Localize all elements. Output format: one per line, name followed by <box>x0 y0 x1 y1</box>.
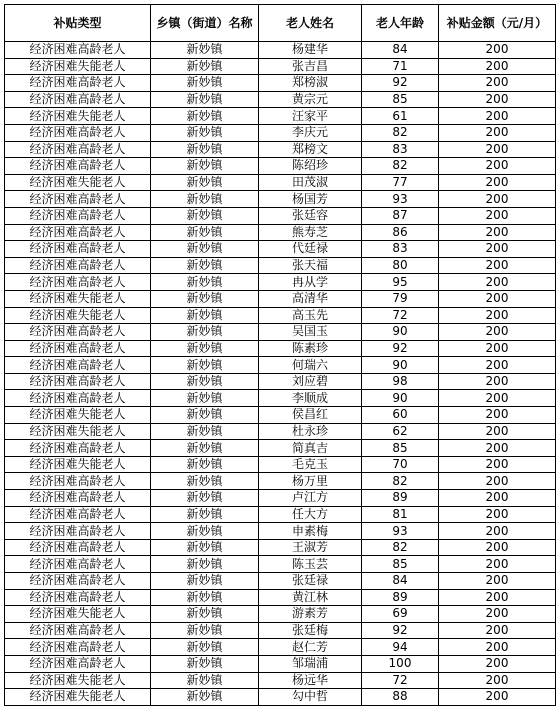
table-row <box>5 423 556 440</box>
subsidy-type-cell: 经济困难高龄老人 <box>5 257 151 274</box>
subsidy-type-cell: 经济困难高龄老人 <box>5 655 151 672</box>
subsidy-amount-cell: 200 <box>439 423 556 440</box>
subsidy-type-cell: 经济困难高龄老人 <box>5 141 151 158</box>
elder-age-cell: 82 <box>362 539 439 556</box>
subsidy-type-cell: 经济困难失能老人 <box>5 456 151 473</box>
elder-age-cell: 84 <box>362 573 439 590</box>
table-row <box>5 606 556 623</box>
elder-name-cell: 赵仁芳 <box>259 639 362 656</box>
elder-age-cell: 70 <box>362 456 439 473</box>
header-elder-name: 老人姓名 <box>259 5 362 42</box>
subsidy-type-cell: 经济困难失能老人 <box>5 108 151 125</box>
table-row <box>5 207 556 224</box>
township-cell: 新妙镇 <box>151 307 259 324</box>
township-cell: 新妙镇 <box>151 407 259 424</box>
elder-name-cell: 毛克玉 <box>259 456 362 473</box>
table-body <box>5 42 556 706</box>
subsidy-amount-cell: 200 <box>439 141 556 158</box>
elder-age-cell: 81 <box>362 506 439 523</box>
subsidy-amount-cell: 200 <box>439 274 556 291</box>
township-cell: 新妙镇 <box>151 42 259 59</box>
township-cell: 新妙镇 <box>151 257 259 274</box>
table-row <box>5 174 556 191</box>
township-cell: 新妙镇 <box>151 108 259 125</box>
subsidy-type-cell: 经济困难高龄老人 <box>5 639 151 656</box>
table-row <box>5 473 556 490</box>
subsidy-amount-cell: 200 <box>439 556 556 573</box>
elder-name-cell: 勾中哲 <box>259 689 362 706</box>
table-row <box>5 373 556 390</box>
table-row <box>5 274 556 291</box>
township-cell: 新妙镇 <box>151 523 259 540</box>
elder-age-cell: 62 <box>362 423 439 440</box>
subsidy-amount-cell: 200 <box>439 672 556 689</box>
table-row <box>5 158 556 175</box>
subsidy-type-cell: 经济困难高龄老人 <box>5 324 151 341</box>
township-cell: 新妙镇 <box>151 606 259 623</box>
subsidy-type-cell: 经济困难高龄老人 <box>5 523 151 540</box>
subsidy-amount-cell: 200 <box>439 241 556 258</box>
elder-age-cell: 89 <box>362 589 439 606</box>
elder-age-cell: 85 <box>362 440 439 457</box>
subsidy-amount-cell: 200 <box>439 307 556 324</box>
subsidy-type-cell: 经济困难高龄老人 <box>5 158 151 175</box>
subsidy-amount-cell: 200 <box>439 589 556 606</box>
elder-age-cell: 84 <box>362 42 439 59</box>
subsidy-amount-cell: 200 <box>439 523 556 540</box>
elder-age-cell: 100 <box>362 655 439 672</box>
elder-age-cell: 93 <box>362 191 439 208</box>
subsidy-amount-cell: 200 <box>439 622 556 639</box>
township-cell: 新妙镇 <box>151 672 259 689</box>
table-row <box>5 523 556 540</box>
table-row <box>5 639 556 656</box>
township-cell: 新妙镇 <box>151 423 259 440</box>
township-cell: 新妙镇 <box>151 75 259 92</box>
elder-name-cell: 何瑞六 <box>259 357 362 374</box>
elder-age-cell: 79 <box>362 290 439 307</box>
elder-age-cell: 85 <box>362 91 439 108</box>
table-row <box>5 42 556 59</box>
township-cell: 新妙镇 <box>151 589 259 606</box>
elder-age-cell: 61 <box>362 108 439 125</box>
subsidy-type-cell: 经济困难失能老人 <box>5 174 151 191</box>
township-cell: 新妙镇 <box>151 290 259 307</box>
elder-name-cell: 黄宗元 <box>259 91 362 108</box>
table-row <box>5 241 556 258</box>
township-cell: 新妙镇 <box>151 456 259 473</box>
subsidy-type-cell: 经济困难高龄老人 <box>5 75 151 92</box>
subsidy-type-cell: 经济困难高龄老人 <box>5 556 151 573</box>
subsidy-type-cell: 经济困难高龄老人 <box>5 539 151 556</box>
table-row <box>5 573 556 590</box>
elder-age-cell: 83 <box>362 241 439 258</box>
elder-age-cell: 88 <box>362 689 439 706</box>
township-cell: 新妙镇 <box>151 191 259 208</box>
table-row <box>5 257 556 274</box>
township-cell: 新妙镇 <box>151 174 259 191</box>
elder-age-cell: 80 <box>362 257 439 274</box>
subsidy-amount-cell: 200 <box>439 456 556 473</box>
subsidy-amount-cell: 200 <box>439 324 556 341</box>
subsidy-amount-cell: 200 <box>439 191 556 208</box>
township-cell: 新妙镇 <box>151 324 259 341</box>
subsidy-amount-cell: 200 <box>439 606 556 623</box>
table-row <box>5 141 556 158</box>
table-row <box>5 91 556 108</box>
township-cell: 新妙镇 <box>151 373 259 390</box>
township-cell: 新妙镇 <box>151 207 259 224</box>
elder-age-cell: 72 <box>362 672 439 689</box>
table-row <box>5 58 556 75</box>
elder-age-cell: 92 <box>362 340 439 357</box>
elder-name-cell: 陈玉芸 <box>259 556 362 573</box>
subsidy-amount-cell: 200 <box>439 340 556 357</box>
subsidy-amount-cell: 200 <box>439 124 556 141</box>
township-cell: 新妙镇 <box>151 357 259 374</box>
elder-name-cell: 张廷梅 <box>259 622 362 639</box>
elder-age-cell: 82 <box>362 473 439 490</box>
subsidy-type-cell: 经济困难失能老人 <box>5 290 151 307</box>
header-township: 乡镇（街道）名称 <box>151 5 259 42</box>
elder-age-cell: 98 <box>362 373 439 390</box>
elder-name-cell: 杨国芳 <box>259 191 362 208</box>
table-row <box>5 556 556 573</box>
table-row <box>5 622 556 639</box>
subsidy-amount-cell: 200 <box>439 490 556 507</box>
subsidy-amount-cell: 200 <box>439 639 556 656</box>
elder-name-cell: 张天福 <box>259 257 362 274</box>
subsidy-amount-cell: 200 <box>439 689 556 706</box>
subsidy-type-cell: 经济困难高龄老人 <box>5 224 151 241</box>
subsidy-type-cell: 经济困难高龄老人 <box>5 573 151 590</box>
elder-name-cell: 田茂淑 <box>259 174 362 191</box>
subsidy-type-cell: 经济困难高龄老人 <box>5 42 151 59</box>
table-row <box>5 191 556 208</box>
township-cell: 新妙镇 <box>151 158 259 175</box>
township-cell: 新妙镇 <box>151 58 259 75</box>
subsidy-amount-cell: 200 <box>439 42 556 59</box>
table-row <box>5 672 556 689</box>
township-cell: 新妙镇 <box>151 573 259 590</box>
table-row <box>5 589 556 606</box>
subsidy-type-cell: 经济困难失能老人 <box>5 58 151 75</box>
elder-name-cell: 高清华 <box>259 290 362 307</box>
subsidy-type-cell: 经济困难失能老人 <box>5 307 151 324</box>
elder-name-cell: 申素梅 <box>259 523 362 540</box>
subsidy-amount-cell: 200 <box>439 506 556 523</box>
township-cell: 新妙镇 <box>151 539 259 556</box>
elder-age-cell: 90 <box>362 324 439 341</box>
elder-age-cell: 69 <box>362 606 439 623</box>
subsidy-amount-cell: 200 <box>439 390 556 407</box>
subsidy-amount-cell: 200 <box>439 158 556 175</box>
table-row <box>5 456 556 473</box>
table-row <box>5 124 556 141</box>
subsidy-sheet <box>4 4 556 706</box>
elder-name-cell: 黄江林 <box>259 589 362 606</box>
subsidy-type-cell: 经济困难高龄老人 <box>5 490 151 507</box>
subsidy-amount-cell: 200 <box>439 174 556 191</box>
subsidy-amount-cell: 200 <box>439 290 556 307</box>
elder-name-cell: 邹瑞浦 <box>259 655 362 672</box>
subsidy-type-cell: 经济困难高龄老人 <box>5 191 151 208</box>
subsidy-type-cell: 经济困难高龄老人 <box>5 274 151 291</box>
township-cell: 新妙镇 <box>151 689 259 706</box>
subsidy-amount-cell: 200 <box>439 91 556 108</box>
subsidy-amount-cell: 200 <box>439 357 556 374</box>
header-subsidy-type: 补贴类型 <box>5 5 151 42</box>
subsidy-type-cell: 经济困难高龄老人 <box>5 91 151 108</box>
table-row <box>5 407 556 424</box>
township-cell: 新妙镇 <box>151 241 259 258</box>
elder-name-cell: 杨建华 <box>259 42 362 59</box>
table-row <box>5 655 556 672</box>
elder-name-cell: 高玉先 <box>259 307 362 324</box>
elder-age-cell: 94 <box>362 639 439 656</box>
subsidy-type-cell: 经济困难失能老人 <box>5 407 151 424</box>
subsidy-type-cell: 经济困难失能老人 <box>5 423 151 440</box>
elder-name-cell: 杜永珍 <box>259 423 362 440</box>
subsidy-type-cell: 经济困难高龄老人 <box>5 622 151 639</box>
elder-age-cell: 90 <box>362 390 439 407</box>
subsidy-type-cell: 经济困难高龄老人 <box>5 373 151 390</box>
township-cell: 新妙镇 <box>151 440 259 457</box>
township-cell: 新妙镇 <box>151 622 259 639</box>
elder-name-cell: 张吉昌 <box>259 58 362 75</box>
township-cell: 新妙镇 <box>151 655 259 672</box>
subsidy-amount-cell: 200 <box>439 407 556 424</box>
elder-name-cell: 代廷禄 <box>259 241 362 258</box>
township-cell: 新妙镇 <box>151 490 259 507</box>
township-cell: 新妙镇 <box>151 473 259 490</box>
elder-age-cell: 82 <box>362 158 439 175</box>
subsidy-type-cell: 经济困难高龄老人 <box>5 473 151 490</box>
elder-name-cell: 郑榜文 <box>259 141 362 158</box>
subsidy-type-cell: 经济困难失能老人 <box>5 606 151 623</box>
table-row <box>5 390 556 407</box>
elder-age-cell: 92 <box>362 75 439 92</box>
township-cell: 新妙镇 <box>151 274 259 291</box>
elder-age-cell: 71 <box>362 58 439 75</box>
township-cell: 新妙镇 <box>151 390 259 407</box>
subsidy-amount-cell: 200 <box>439 440 556 457</box>
subsidy-amount-cell: 200 <box>439 539 556 556</box>
table-row <box>5 490 556 507</box>
elder-name-cell: 侯昌红 <box>259 407 362 424</box>
table-row <box>5 75 556 92</box>
subsidy-type-cell: 经济困难高龄老人 <box>5 357 151 374</box>
subsidy-type-cell: 经济困难失能老人 <box>5 689 151 706</box>
subsidy-table <box>4 4 556 706</box>
subsidy-type-cell: 经济困难高龄老人 <box>5 440 151 457</box>
elder-age-cell: 86 <box>362 224 439 241</box>
township-cell: 新妙镇 <box>151 556 259 573</box>
elder-age-cell: 89 <box>362 490 439 507</box>
subsidy-type-cell: 经济困难高龄老人 <box>5 340 151 357</box>
table-row <box>5 539 556 556</box>
header-subsidy-amount: 补贴金额（元/月） <box>439 5 556 42</box>
subsidy-amount-cell: 200 <box>439 108 556 125</box>
elder-name-cell: 张廷禄 <box>259 573 362 590</box>
elder-name-cell: 郑榜淑 <box>259 75 362 92</box>
elder-name-cell: 冉从学 <box>259 274 362 291</box>
township-cell: 新妙镇 <box>151 141 259 158</box>
subsidy-type-cell: 经济困难高龄老人 <box>5 390 151 407</box>
elder-name-cell: 刘应碧 <box>259 373 362 390</box>
subsidy-type-cell: 经济困难失能老人 <box>5 672 151 689</box>
subsidy-type-cell: 经济困难高龄老人 <box>5 506 151 523</box>
table-row <box>5 224 556 241</box>
table-row <box>5 324 556 341</box>
elder-age-cell: 85 <box>362 556 439 573</box>
elder-name-cell: 陈素珍 <box>259 340 362 357</box>
subsidy-amount-cell: 200 <box>439 58 556 75</box>
subsidy-amount-cell: 200 <box>439 473 556 490</box>
table-row <box>5 108 556 125</box>
subsidy-type-cell: 经济困难高龄老人 <box>5 241 151 258</box>
elder-age-cell: 77 <box>362 174 439 191</box>
elder-name-cell: 游素芳 <box>259 606 362 623</box>
elder-name-cell: 张廷容 <box>259 207 362 224</box>
subsidy-amount-cell: 200 <box>439 75 556 92</box>
elder-age-cell: 72 <box>362 307 439 324</box>
elder-name-cell: 杨远华 <box>259 672 362 689</box>
elder-name-cell: 王淑芳 <box>259 539 362 556</box>
table-row <box>5 440 556 457</box>
elder-name-cell: 简真吉 <box>259 440 362 457</box>
subsidy-amount-cell: 200 <box>439 373 556 390</box>
township-cell: 新妙镇 <box>151 639 259 656</box>
elder-age-cell: 90 <box>362 357 439 374</box>
elder-age-cell: 82 <box>362 124 439 141</box>
subsidy-amount-cell: 200 <box>439 655 556 672</box>
elder-name-cell: 熊寿芝 <box>259 224 362 241</box>
header-elder-age: 老人年龄 <box>362 5 439 42</box>
elder-age-cell: 87 <box>362 207 439 224</box>
township-cell: 新妙镇 <box>151 224 259 241</box>
township-cell: 新妙镇 <box>151 506 259 523</box>
subsidy-amount-cell: 200 <box>439 573 556 590</box>
subsidy-type-cell: 经济困难高龄老人 <box>5 589 151 606</box>
table-row <box>5 506 556 523</box>
table-row <box>5 689 556 706</box>
header-row <box>5 5 556 42</box>
township-cell: 新妙镇 <box>151 124 259 141</box>
elder-name-cell: 卢江方 <box>259 490 362 507</box>
elder-age-cell: 92 <box>362 622 439 639</box>
subsidy-amount-cell: 200 <box>439 257 556 274</box>
elder-name-cell: 陈绍珍 <box>259 158 362 175</box>
subsidy-amount-cell: 200 <box>439 207 556 224</box>
table-row <box>5 307 556 324</box>
table-row <box>5 357 556 374</box>
elder-age-cell: 95 <box>362 274 439 291</box>
elder-name-cell: 任大方 <box>259 506 362 523</box>
elder-name-cell: 杨万里 <box>259 473 362 490</box>
elder-name-cell: 汪家平 <box>259 108 362 125</box>
subsidy-type-cell: 经济困难高龄老人 <box>5 207 151 224</box>
table-row <box>5 340 556 357</box>
elder-age-cell: 60 <box>362 407 439 424</box>
elder-age-cell: 93 <box>362 523 439 540</box>
township-cell: 新妙镇 <box>151 340 259 357</box>
elder-name-cell: 李庆元 <box>259 124 362 141</box>
subsidy-type-cell: 经济困难高龄老人 <box>5 124 151 141</box>
elder-name-cell: 吴国玉 <box>259 324 362 341</box>
township-cell: 新妙镇 <box>151 91 259 108</box>
subsidy-amount-cell: 200 <box>439 224 556 241</box>
elder-age-cell: 83 <box>362 141 439 158</box>
elder-name-cell: 李顺成 <box>259 390 362 407</box>
table-row <box>5 290 556 307</box>
